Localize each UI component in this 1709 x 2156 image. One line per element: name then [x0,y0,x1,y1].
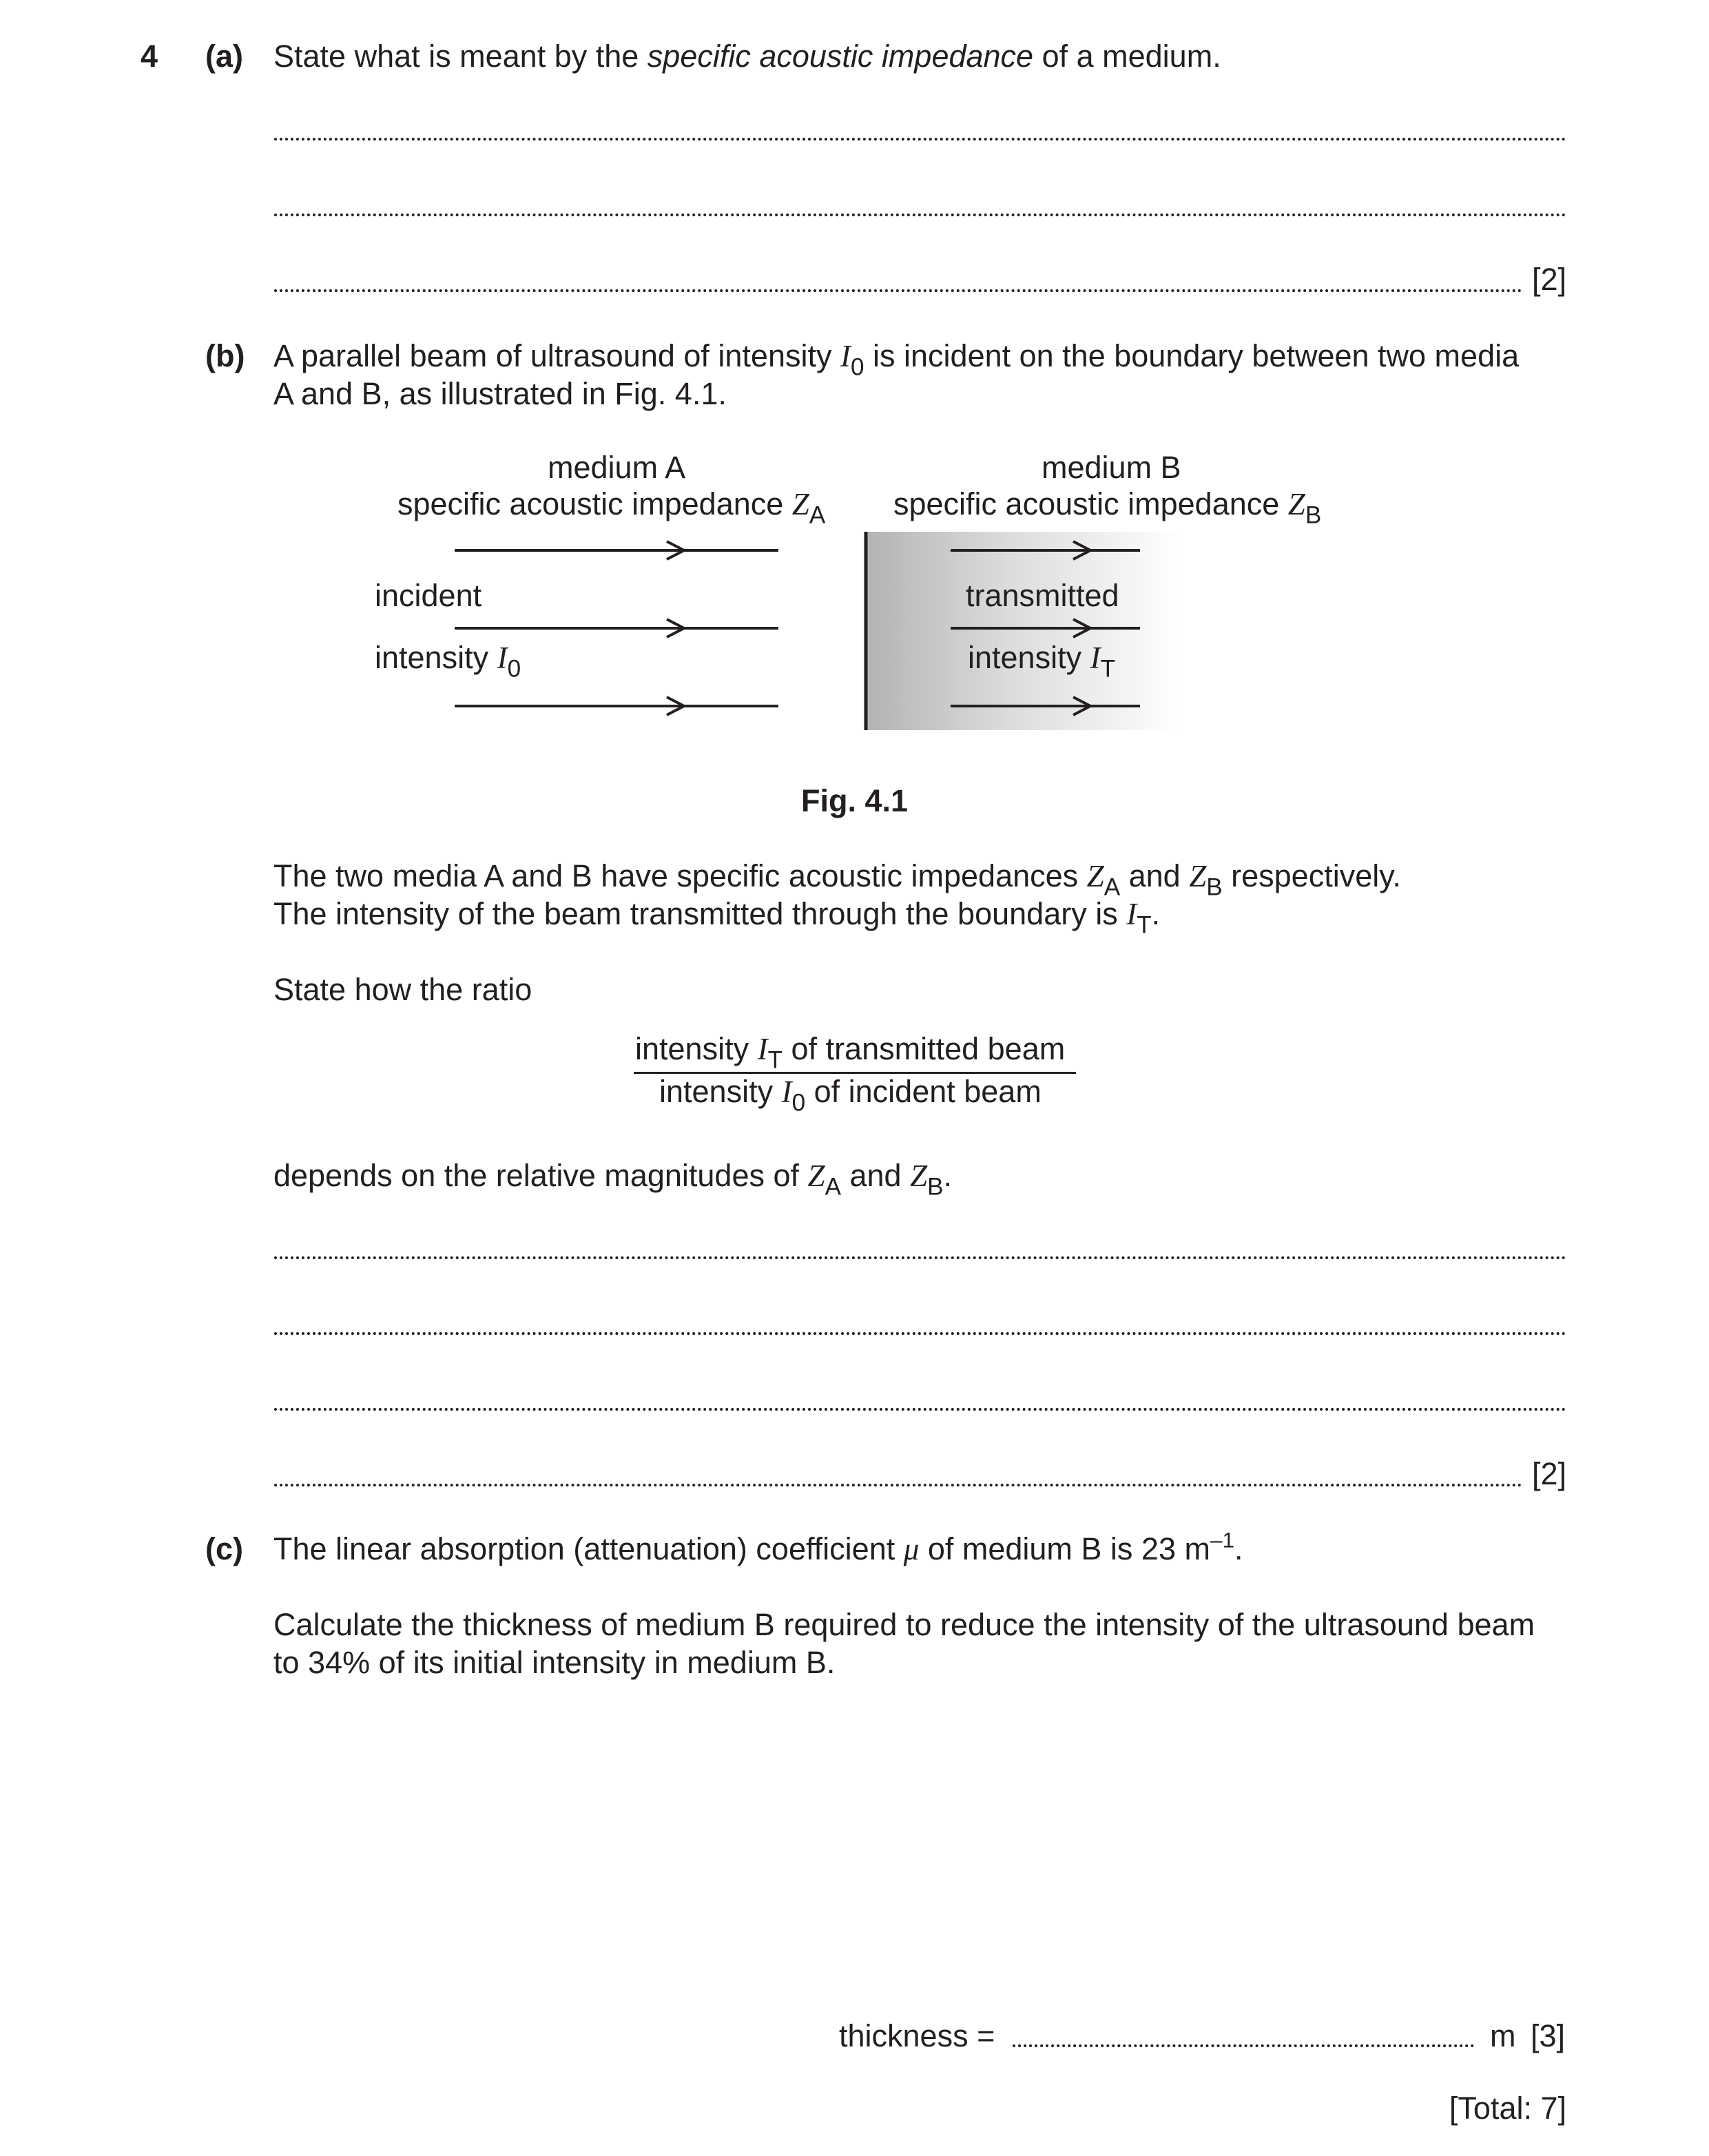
ratio-numerator: intensity $I_T$ of transmitted beam [635,1031,1066,1074]
transmitted-intensity-label: intensity $I_T$ [968,640,1116,683]
part-b-intro-line2: A and B, as illustrated in Fig. 4.1. [273,376,727,411]
part-b-intro-line1: A parallel beam of ultrasound of intensity $I_0$ is incident on the boundary between two media [273,338,1520,381]
answer-line[interactable] [274,1405,1566,1411]
part-c-line1: The linear absorption (attenuation) coefficient μ of medium B is 23 $m^{-1}$. [273,1527,1243,1566]
medium-b-region [865,532,1182,730]
ratio-denominator: intensity $I_0$ of incident beam [659,1074,1042,1117]
thickness-unit: m [1490,2018,1516,2053]
part-a-prompt: State what is meant by the specific acoustic impedance of a medium. [273,39,1221,74]
thickness-answer-field[interactable] [1013,2042,1474,2047]
part-c-label: (c) [205,1531,243,1566]
medium-b-impedance: specific acoustic impedance $Z_B$ [893,486,1322,529]
thickness-label: thickness = [839,2018,995,2053]
part-c-para-line2: to 34% of its initial intensity in medium B. [273,1645,836,1680]
part-a-mark: [2] [1531,262,1566,297]
answer-line[interactable] [274,1481,1522,1486]
part-a-label: (a) [205,39,243,74]
figure-4-1-diagram [0,0,1709,758]
incident-intensity-label: intensity $I_0$ [375,640,521,683]
figure-caption: Fig. 4.1 [801,783,909,818]
depends-text: depends on the relative magnitudes of $Z_A$ and $Z_B$. [273,1158,953,1201]
part-b-para-line1: The two media A and B have specific acoustic impedances $Z_A$ and $Z_B$ respectively. [273,858,1401,901]
part-c-para-line1: Calculate the thickness of medium B required to reduce the intensity of the ultrasound beam [273,1607,1535,1642]
question-number: 4 [141,39,158,74]
part-b-label: (b) [205,338,245,373]
answer-line[interactable] [274,1254,1566,1259]
answer-line[interactable] [274,1329,1566,1335]
part-c-mark: [3] [1531,2018,1566,2053]
total-marks: [Total: 7] [1449,2091,1566,2126]
medium-b-title: medium B [1042,450,1181,485]
part-b-para-line2: The intensity of the beam transmitted through the boundary is $I_T$. [273,896,1161,939]
medium-a-impedance: specific acoustic impedance $Z_A$ [397,486,826,529]
ratio-prompt: State how the ratio [273,972,532,1007]
incident-beam-arrows [455,541,778,715]
transmitted-label: transmitted [966,578,1119,613]
medium-a-title: medium A [548,450,686,485]
incident-label: incident [375,578,482,613]
part-b-mark: [2] [1531,1456,1566,1491]
